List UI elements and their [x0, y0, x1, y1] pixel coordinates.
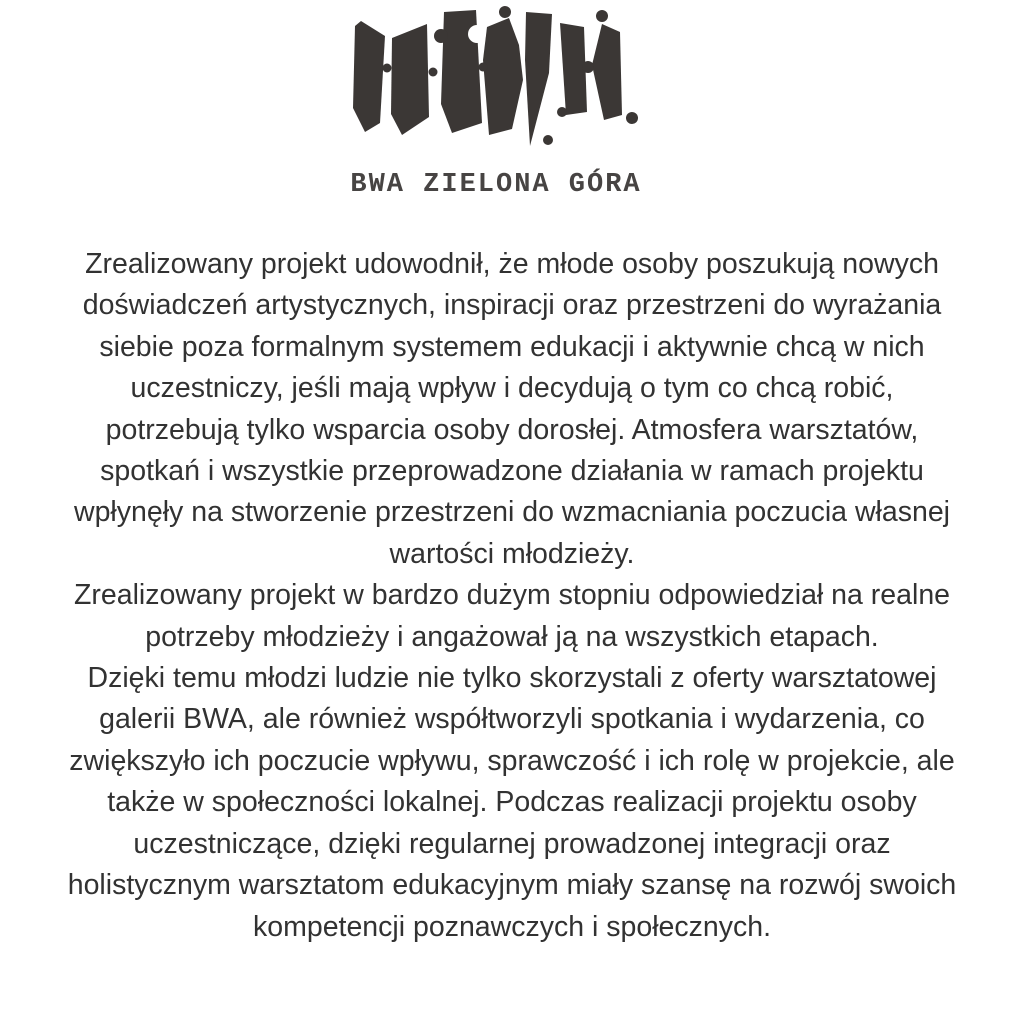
logo-title: BWA ZIELONA GÓRA: [350, 170, 642, 200]
text-line: holistycznym warsztatom edukacyjnym miały szansę na rozwój swoich: [67, 869, 957, 902]
text-line: wartości młodzieży.: [389, 537, 635, 570]
logo: [0, 0, 1008, 200]
text-line: uczestniczące, dzięki regularnej prowadzonej integracji oraz: [133, 827, 891, 860]
text-line: spotkań i wszystkie przeprowadzone działania w ramach projektu: [100, 455, 924, 488]
text-line: wpłynęły na stworzenie przestrzeni do wzmacniania poczucia własnej: [74, 496, 950, 529]
text-line: potrzebują tylko wsparcia osoby dorosłej. Atmosfera warsztatów,: [105, 413, 919, 446]
text-line: zwiększyło ich poczucie wpływu, sprawczość i ich rolę w projekcie, ale: [69, 744, 955, 777]
text-line: doświadczeń artystycznych, inspiracji oraz przestrzeni do wyrażania: [82, 289, 942, 322]
text-line: potrzeby młodzieży i angażował ją na wszystkich etapach.: [145, 620, 879, 653]
text-line: Dzięki temu młodzi ludzie nie tylko skorzystali z oferty warsztatowej: [87, 662, 937, 695]
text-line: siebie poza formalnym systemem edukacji i aktywnie chcą w nich: [99, 330, 925, 363]
text-line: Zrealizowany projekt udowodnił, że młode osoby poszukują nowych: [85, 248, 939, 280]
text-line: Zrealizowany projekt w bardzo dużym stopniu odpowiedział na realne: [73, 579, 951, 612]
text-line: uczestniczy, jeśli mają wpływ i decydują o tym co chcą robić,: [130, 372, 894, 405]
text-line: kompetencji poznawczych i społecznych.: [253, 910, 771, 943]
body-text: [0, 244, 1024, 948]
text-line: galerii BWA, ale również współtworzyli spotkania i wydarzenia, co: [99, 703, 925, 736]
bwa-logo-mark-icon: [348, 5, 644, 157]
text-line: także w społeczności lokalnej. Podczas realizacji projektu osoby: [107, 786, 917, 819]
